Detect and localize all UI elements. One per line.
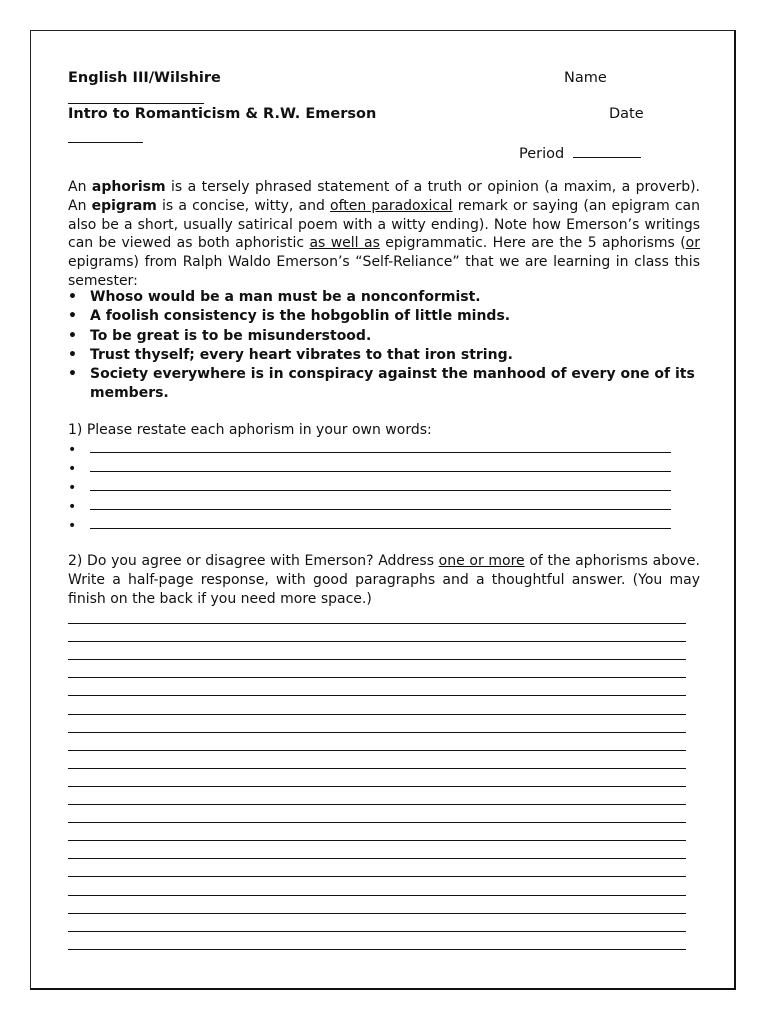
response-line[interactable]	[68, 695, 686, 696]
answer-line[interactable]	[90, 528, 671, 529]
response-line[interactable]	[68, 840, 686, 841]
restate-answer-line[interactable]	[68, 499, 671, 518]
response-line[interactable]	[68, 931, 686, 932]
period-blank-line[interactable]	[573, 143, 641, 158]
period-field	[519, 143, 641, 162]
response-line[interactable]	[68, 895, 686, 896]
response-line[interactable]	[68, 876, 686, 877]
intro-text: epigrammatic. Here are the 5 aphorisms (	[379, 235, 686, 252]
bullet: •	[68, 461, 77, 477]
response-line[interactable]	[68, 949, 686, 950]
restate-answer-line[interactable]	[68, 461, 671, 480]
intro-text: is a concise, witty, and	[156, 197, 330, 214]
intro-paragraph	[68, 178, 700, 291]
underlined-phrase: as well as	[309, 235, 380, 252]
response-line[interactable]	[68, 732, 686, 733]
answer-line[interactable]	[90, 509, 671, 510]
response-line[interactable]	[68, 641, 686, 642]
name-blank-line[interactable]	[68, 103, 204, 104]
intro-text: epigrams) from Ralph Waldo Emerson’s “Self-Reliance” that we are learning in class this semester:	[68, 254, 700, 289]
question-2-text: 2) Do you agree or disagree with Emerson? Address	[68, 553, 439, 569]
page-title: Intro to Romanticism & R.W. Emerson	[68, 106, 377, 122]
response-line[interactable]	[68, 677, 686, 678]
response-line[interactable]	[68, 623, 686, 624]
restate-answer-line[interactable]	[68, 442, 671, 461]
response-line[interactable]	[68, 858, 686, 859]
bullet: •	[68, 442, 77, 458]
question-2-text: of the aphorisms above. Write a half-page response, with good paragraphs and a thoughtful answer. (You may finish on the back if you need more space.)	[68, 553, 700, 607]
aphorism-item: • Society everywhere is in conspiracy against the manhood of every one of its members.	[68, 365, 700, 403]
response-line[interactable]	[68, 913, 686, 914]
response-line[interactable]	[68, 768, 686, 769]
restate-answer-line[interactable]	[68, 480, 671, 499]
restate-answer-line[interactable]	[68, 518, 671, 537]
underlined-phrase: often paradoxical	[330, 197, 453, 214]
underlined-phrase: or	[685, 235, 700, 252]
response-line[interactable]	[68, 750, 686, 751]
aphorism-item: • A foolish consistency is the hobgoblin of little minds.	[68, 307, 700, 326]
term-aphorism: aphorism	[91, 179, 166, 195]
answer-line[interactable]	[90, 490, 671, 491]
intro-text: is a tersely phrased statement of a truth or opinion (a maxim, a proverb). An	[68, 179, 700, 214]
underlined-phrase: one or more	[438, 553, 525, 569]
intro-text: remark or saying (an epigram can also be a short, usually satirical poem with a witty ending). Note how Emerson’s writings can be viewed as both aphoristic	[68, 197, 701, 252]
date-label: Date	[609, 106, 644, 122]
question-2	[68, 552, 700, 608]
aphorism-item: • Trust thyself; every heart vibrates to that iron string.	[68, 346, 700, 365]
name-label: Name	[564, 70, 607, 86]
response-line[interactable]	[68, 822, 686, 823]
answer-line[interactable]	[90, 452, 671, 453]
intro-text: An	[68, 179, 92, 195]
aphorism-item: • To be great is to be misunderstood.	[68, 327, 700, 346]
aphorism-list	[68, 288, 700, 403]
term-epigram: epigram	[91, 197, 157, 214]
course-label: English III/Wilshire	[68, 70, 221, 86]
response-line[interactable]	[68, 714, 686, 715]
response-line[interactable]	[68, 804, 686, 805]
period-label: Period	[519, 146, 565, 162]
bullet: •	[68, 480, 77, 496]
response-line[interactable]	[68, 786, 686, 787]
response-line[interactable]	[68, 659, 686, 660]
question-1: 1) Please restate each aphorism in your own words:	[68, 422, 432, 438]
bullet: •	[68, 499, 77, 515]
answer-line[interactable]	[90, 471, 671, 472]
aphorism-item: • Whoso would be a man must be a nonconformist.	[68, 288, 700, 307]
date-blank-line[interactable]	[68, 142, 143, 143]
bullet: •	[68, 518, 77, 534]
